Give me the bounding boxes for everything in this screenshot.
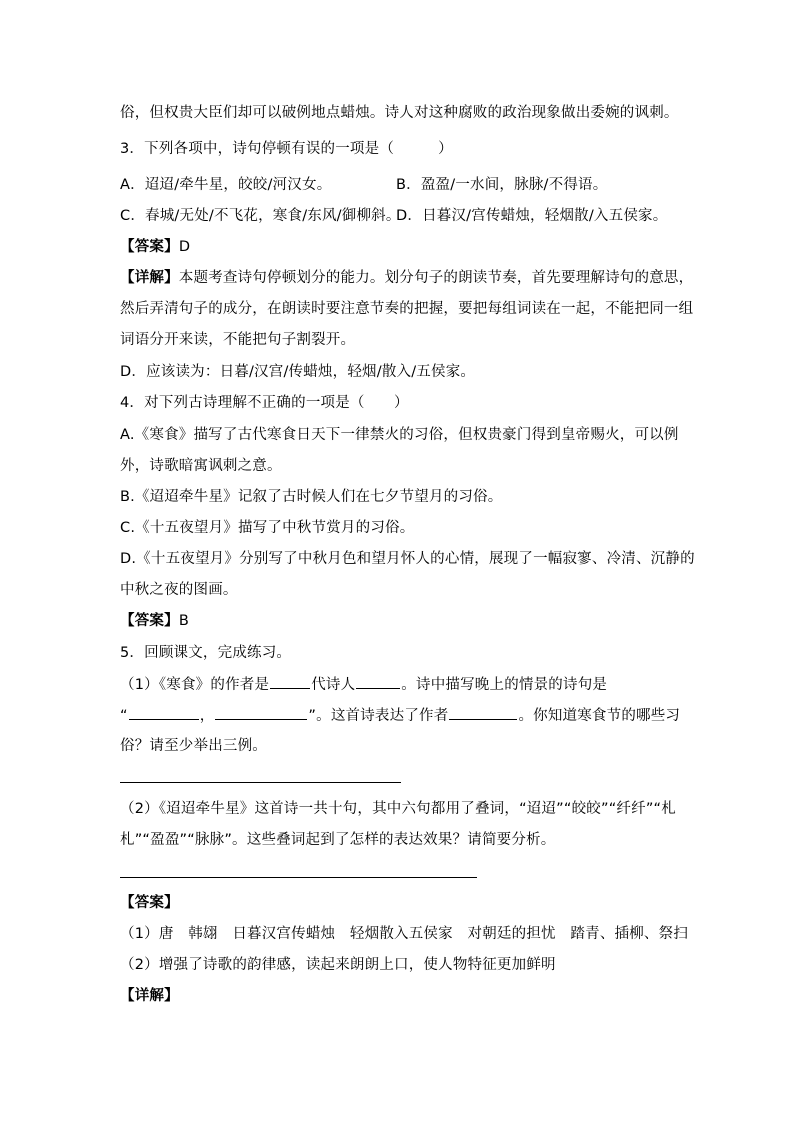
q3-option-d: D．日暮汉/宫传蜡烛，轻烟散/入五侯家。 xyxy=(396,208,668,224)
q5-text: ”。这首诗表达了作者 xyxy=(308,708,449,724)
explanation-text: 本题考查诗句停顿划分的能力。划分句子的朗读节奏，首先要理解诗句的意思， xyxy=(178,270,694,286)
explanation-label: 【详解】 xyxy=(120,988,179,1004)
fill-blank xyxy=(356,674,400,689)
q5-part1-line1 xyxy=(120,674,607,695)
q5-text: （1）《寒食》的作者是 xyxy=(120,677,270,693)
q4-option-a-2: 外，诗歌暗寓讽刺之意。 xyxy=(120,458,282,474)
q5-text: 代诗人 xyxy=(311,677,356,693)
answer-label: 【答案】 xyxy=(120,895,179,911)
q3-explanation-1 xyxy=(120,268,693,288)
q5-explanation-label xyxy=(120,986,179,1006)
q4-answer xyxy=(120,611,189,631)
fill-blank xyxy=(129,705,199,720)
q5-part2-line2: 札”“盈盈”“脉脉”。这些叠词起到了怎样的表达效果？请简要分析。 xyxy=(120,832,556,848)
answer-line xyxy=(120,782,401,783)
q4-option-d-2: 中秋之夜的图画。 xyxy=(120,582,238,598)
q5-text: “ xyxy=(120,708,128,724)
answer-value: D xyxy=(178,239,191,255)
explanation-label: 【详解】 xyxy=(120,270,179,286)
q5-part1-line3: 俗？请至少举出三例。 xyxy=(120,738,267,754)
q4-option-d-1: D.《十五夜望月》分别写了中秋月色和望月怀人的心情，展现了一幅寂寥、冷清、沉静的 xyxy=(120,551,695,567)
q3-explanation-2: 然后弄清句子的成分，在朗读时要注意节奏的把握，要把每组词读在一起，不能把同一组 xyxy=(120,301,694,317)
question-3: 3．下列各项中，诗句停顿有误的一项是（ ） xyxy=(120,141,453,157)
question-5: 5．回顾课文，完成练习。 xyxy=(120,645,292,661)
text-line: 俗，但权贵大臣们却可以破例地点蜡烛。诗人对这种腐败的政治现象做出委婉的讽刺。 xyxy=(120,105,679,121)
q5-answer-2: （2）增强了诗歌的韵律感，读起来朗朗上口，使人物特征更加鲜明 xyxy=(120,957,556,973)
q3-answer xyxy=(120,237,190,257)
q4-option-a-1: A.《寒食》描写了古代寒食日天下一律禁火的习俗，但权贵豪门得到皇帝赐火，可以例 xyxy=(120,427,679,443)
q3-option-a: A．迢迢/牵牛星，皎皎/河汉女。 xyxy=(120,177,332,193)
q5-text: 。你知道寒食节的哪些习 xyxy=(518,708,681,724)
q3-option-c: C．春城/无处/不飞花，寒食/东风/御柳斜。 xyxy=(120,208,401,224)
fill-blank xyxy=(215,705,307,720)
answer-label: 【答案】 xyxy=(120,239,179,255)
q5-part1-line2 xyxy=(120,705,680,726)
q5-text: 。诗中描写晚上的情景的诗句是 xyxy=(401,677,608,693)
answer-line xyxy=(120,877,477,878)
q5-answer-label xyxy=(120,893,179,913)
answer-value: B xyxy=(178,613,189,629)
q3-option-b: B．盈盈/一水间，脉脉/不得语。 xyxy=(396,177,608,193)
q4-option-b: B.《迢迢牵牛星》记叙了古时候人们在七夕节望月的习俗。 xyxy=(120,489,503,505)
q5-answer-1: （1）唐 韩翃 日暮汉宫传蜡烛 轻烟散入五侯家 对朝廷的担忧 踏青、插柳、祭扫 xyxy=(120,926,689,942)
question-4: 4．对下列古诗理解不正确的一项是（ ） xyxy=(120,395,409,411)
answer-label: 【答案】 xyxy=(120,613,179,629)
fill-blank xyxy=(270,674,310,689)
q3-explanation-4: D．应该读为：日暮/汉宫/传蜡烛，轻烟/散入/五侯家。 xyxy=(120,364,476,380)
q5-part2-line1: （2）《迢迢牵牛星》这首诗一共十句，其中六句都用了叠词，“迢迢”“皎皎”“纤纤”“札 xyxy=(120,801,676,817)
q3-explanation-3: 词语分开来读，不能把句子割裂开。 xyxy=(120,332,356,348)
fill-blank xyxy=(449,705,517,720)
q4-option-c: C.《十五夜望月》描写了中秋节赏月的习俗。 xyxy=(120,520,415,536)
q5-text: ， xyxy=(199,708,215,724)
